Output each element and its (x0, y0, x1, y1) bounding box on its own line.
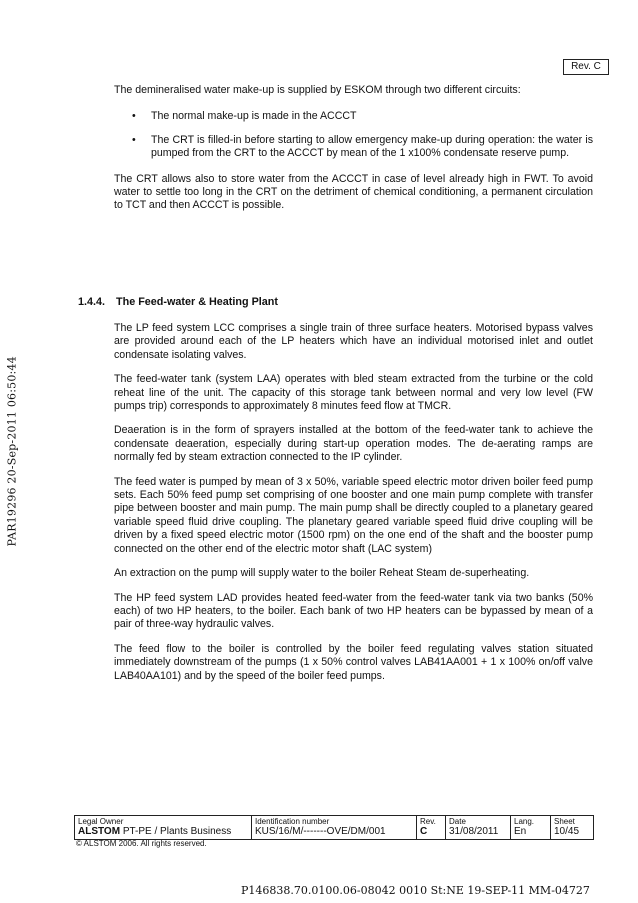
bullet-text: The normal make-up is made in the ACCCT (151, 110, 357, 123)
intro-block (114, 84, 593, 213)
revision-box: Rev. C (563, 59, 609, 75)
section-paragraph: The LP feed system LCC comprises a single train of three surface heaters. Motorised bypass valves are provided around each of the LP heaters which have an individual motorised inlet and outlet condensate isolating valves. (114, 322, 593, 361)
intro-paragraph: The CRT allows also to store water from the ACCCT in case of level already high in FWT. To avoid water to settle too long in the CRT on the detriment of chemical conditioning, a permanent circulation to TCT and then ACCCT is possible. (114, 172, 593, 212)
side-stamp: PAR19296 20-Sep-2011 06:50:44 (5, 356, 19, 547)
section-paragraph: The feed water is pumped by mean of 3 x 50%, variable speed electric motor driven boiler feed pump sets. Each 50% feed pump set comprising of one booster and one main pump complete with transfer pipe between booster and main pump. The main pump shall be directly coupled to a planetary geared variable speed fluid drive coupling. The planetary geared variable speed fluid drive coupling will be driven by a fixed speed electric motor (1500 rpm) on the one end of the shaft and the booster pump connected on the other end of the electric motor shaft (LAC system) (114, 475, 593, 555)
footer-date: Date 31/08/2011 (446, 816, 511, 840)
company-name: ALSTOM (78, 826, 121, 837)
footer-rev: Rev. C (417, 816, 446, 840)
copyright-notice: © ALSTOM 2006. All rights reserved. (76, 839, 207, 848)
footer-legal-owner: Legal Owner ALSTOM PT-PE / Plants Business (75, 816, 252, 840)
list-item (114, 110, 593, 123)
intro-paragraph: The demineralised water make-up is supplied by ESKOM through two different circuits: (114, 84, 521, 96)
section-heading (78, 296, 278, 308)
footer-table (74, 815, 594, 840)
footer-sheet: Sheet 10/45 (551, 816, 594, 840)
section-paragraph: The HP feed system LAD provides heated feed-water from the feed-water tank via two banks (50% each) of two HP heaters, to the boiler. Each bank of two HP heaters can be bypassed by mean of a pair of three-way hydraulic valves. (114, 591, 593, 631)
section-body (114, 322, 593, 683)
bullet-text: The CRT is filled-in before starting to allow emergency make-up during operation: the water is pumped from the CRT to the ACCCT by mean of the 1 x100% condensate reserve pump. (151, 133, 593, 160)
section-number: 1.4.4. (78, 296, 106, 308)
footer-lang: Lang. En (511, 816, 551, 840)
bullet-icon: • (132, 133, 136, 146)
list-item (114, 134, 593, 161)
bottom-stamp: P146838.70.0100.06-08042 0010 St:NE 19-SEP-11 MM-04727 (241, 884, 590, 897)
bullet-icon: • (132, 110, 136, 123)
footer-identification: Identification number KUS/16/M/-------OVE/DM/001 (252, 816, 417, 840)
section-title: The Feed-water & Heating Plant (116, 296, 278, 308)
section-paragraph: The feed flow to the boiler is controlled by the boiler feed regulating valves station situated immediately downstream of the pumps (1 x 50% control valves LAB41AA001 + 1 x 100% on/off valve LAB40AA101) and by the speed of the boiler feed pumps. (114, 642, 593, 682)
section-paragraph: An extraction on the pump will supply water to the boiler Reheat Steam de-superheating. (114, 567, 530, 580)
bullet-list (114, 110, 593, 160)
section-paragraph: Deaeration is in the form of sprayers installed at the bottom of the feed-water tank to achieve the condensate deaeration, especially during start-up operation modes. The de-aerating ramps are normally fed by steam extraction connected to the IP cylinder. (114, 424, 593, 464)
section-paragraph: The feed-water tank (system LAA) operates with bled steam extracted from the turbine or the cold reheat line of the unit. The capacity of this storage tank between normal and very low level (FW pumps trip) corresponds to approximately 8 minutes feed flow at TMCR. (114, 373, 593, 413)
